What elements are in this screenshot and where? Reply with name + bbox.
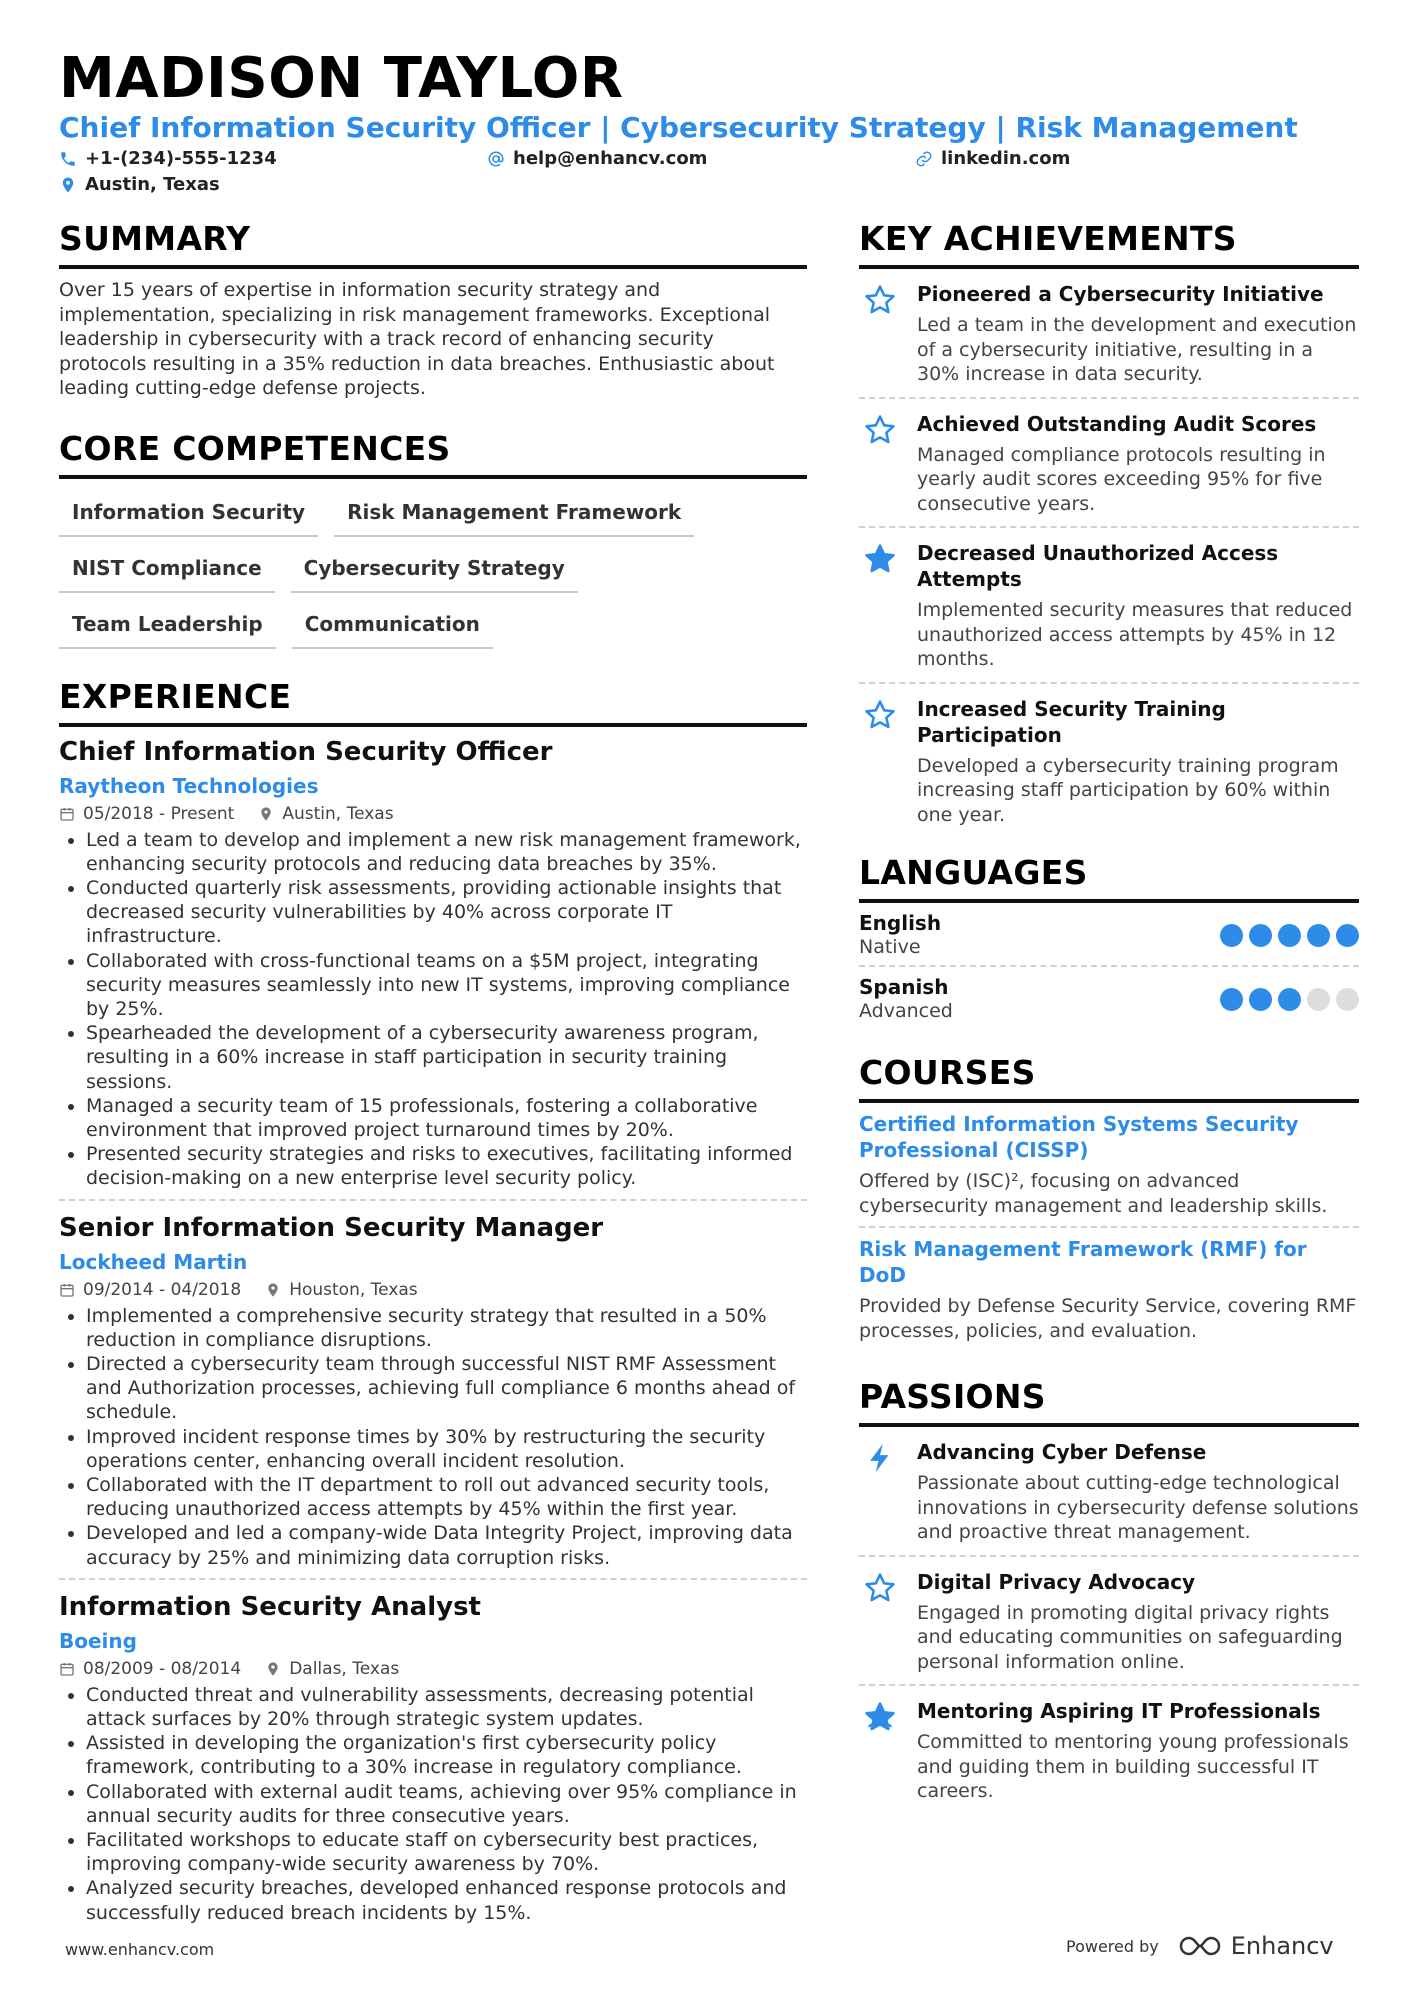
job-meta — [59, 803, 807, 825]
calendar-icon — [59, 1661, 75, 1677]
job-bullets — [59, 828, 807, 1191]
summary-title: SUMMARY — [59, 217, 807, 269]
powered-by-text: Powered by — [1066, 1936, 1159, 1956]
link-icon — [915, 150, 933, 168]
job-bullets — [59, 1683, 807, 1925]
job-meta — [59, 1658, 807, 1680]
job-location-text: Austin, Texas — [282, 803, 394, 824]
location-pin-icon — [59, 176, 77, 194]
job-meta — [59, 1279, 807, 1301]
job-location-text: Dallas, Texas — [289, 1658, 400, 1679]
competences-section — [59, 427, 807, 649]
passion-title: Digital Privacy Advocacy — [917, 1569, 1196, 1594]
company-name: Raytheon Technologies — [59, 773, 319, 798]
job-location — [265, 1658, 399, 1680]
passion-item — [859, 1686, 1359, 1814]
bullet-item: • Conducted quarterly risk assessments, providing actionable insights that decreased security vulnerabilities by 40% across corporate IT infrastructure. — [86, 876, 807, 949]
bullet-item: • Collaborated with the IT department to roll out advanced security tools, reducing unauthorized access attempts by 45% within the first year. — [86, 1473, 807, 1521]
language-level: Advanced — [859, 1000, 953, 1022]
rating-dot-filled — [1336, 924, 1359, 947]
competences-title: CORE COMPETENCES — [59, 427, 807, 479]
achievements-section — [859, 217, 1359, 837]
footer-website[interactable]: www.enhancv.com — [65, 1940, 215, 1959]
phone-text: +1-(234)-555-1234 — [85, 148, 277, 169]
linkedin-text[interactable]: linkedin.com — [941, 148, 1071, 169]
divider — [59, 1199, 807, 1201]
contact-linkedin[interactable] — [915, 148, 1070, 169]
courses-section — [859, 1051, 1359, 1351]
passion-item — [859, 1427, 1359, 1557]
bullet-item: • Conducted threat and vulnerability assessments, decreasing potential attack surfaces by 20% through strategic system updates. — [86, 1683, 807, 1731]
achievement-desc: Managed compliance protocols resulting in yearly audit scores exceeding 95% for five consecutive years. — [917, 443, 1326, 515]
job-location — [265, 1279, 417, 1301]
star-outline-icon — [863, 413, 897, 447]
passion-title: Mentoring Aspiring IT Professionals — [917, 1699, 1321, 1723]
language-rating — [1220, 924, 1359, 947]
star-outline-icon — [863, 698, 897, 732]
headline: Chief Information Security Officer | Cybersecurity Strategy | Risk Management — [59, 111, 1298, 144]
bullet-item: • Managed a security team of 15 professionals, fostering a collaborative environment that improved project turnaround times by 20%. — [86, 1094, 807, 1142]
candidate-name: MADISON TAYLOR — [59, 46, 624, 111]
language-name: Spanish — [859, 975, 949, 999]
passion-title: Advancing Cyber Defense — [917, 1440, 1207, 1464]
bullet-item: • Assisted in developing the organization's first cybersecurity policy framework, contributing to a 30% increase in regulatory compliance. — [86, 1731, 807, 1779]
passion-icon-wrap — [859, 1439, 901, 1545]
experience-section — [59, 675, 807, 1925]
job-title: Chief Information Security Officer — [59, 736, 553, 767]
calendar-icon — [59, 806, 75, 822]
achievement-icon-wrap — [859, 281, 901, 387]
achievement-item — [859, 399, 1359, 529]
star-outline-icon — [863, 283, 897, 317]
lightning-icon — [863, 1441, 897, 1475]
course-desc: Provided by Defense Security Service, covering RMF processes, policies, and evaluation. — [859, 1295, 1357, 1342]
passion-icon-wrap — [859, 1698, 901, 1804]
brand-logo[interactable] — [1177, 1932, 1334, 1960]
footer-branding — [1066, 1932, 1334, 1960]
rating-dot-empty — [1336, 988, 1359, 1011]
bullet-item: • Presented security strategies and risks to executives, facilitating informed decision-making on a new enterprise level security policy. — [86, 1142, 807, 1190]
divider — [59, 1578, 807, 1580]
job-entry — [59, 735, 807, 1191]
at-icon — [487, 150, 505, 168]
passions-section — [859, 1375, 1359, 1814]
job-title: Information Security Analyst — [59, 1591, 481, 1622]
courses-title: COURSES — [859, 1051, 1359, 1103]
location-text: Austin, Texas — [85, 174, 220, 195]
enhancv-logo-icon — [1177, 1932, 1223, 1960]
company-name: Lockheed Martin — [59, 1249, 248, 1274]
passion-icon-wrap — [859, 1569, 901, 1675]
passion-item — [859, 1557, 1359, 1687]
language-item — [859, 903, 1359, 967]
achievement-title: Pioneered a Cybersecurity Initiative — [917, 282, 1324, 306]
job-dates-text: 08/2009 - 08/2014 — [83, 1658, 242, 1679]
achievement-desc: Developed a cybersecurity training program increasing staff participation by 60% within one year. — [917, 754, 1339, 826]
bullet-item: • Collaborated with external audit teams, achieving over 95% compliance in annual security audits for three consecutive years. — [86, 1780, 807, 1828]
passion-desc: Passionate about cutting-edge technological innovations in cybersecurity defense solutions and proactive threat management. — [917, 1472, 1359, 1543]
star-sparkle-icon — [863, 1700, 897, 1734]
language-level: Native — [859, 936, 921, 958]
rating-dot-empty — [1307, 988, 1330, 1011]
bullet-item: • Led a team to develop and implement a new risk management framework, enhancing security protocols and reducing data breaches by 35%. — [86, 828, 807, 876]
location-pin-icon — [265, 1282, 281, 1298]
skills-list — [59, 495, 807, 649]
job-dates — [59, 803, 234, 825]
job-location-text: Houston, Texas — [289, 1279, 418, 1300]
achievement-item — [859, 269, 1359, 399]
job-location — [258, 803, 393, 825]
rating-dot-filled — [1249, 988, 1272, 1011]
right-column — [859, 217, 1359, 1814]
achievement-icon-wrap — [859, 696, 901, 828]
email-text[interactable]: help@enhancv.com — [513, 148, 708, 169]
company-name: Boeing — [59, 1628, 137, 1653]
job-bullets — [59, 1304, 807, 1570]
achievement-item — [859, 684, 1359, 838]
achievement-item — [859, 528, 1359, 684]
languages-title: LANGUAGES — [859, 851, 1359, 903]
phone-icon — [59, 150, 77, 168]
star-outline-icon — [863, 1571, 897, 1605]
language-rating — [1220, 988, 1359, 1011]
skill-tag: Team Leadership — [59, 607, 276, 649]
experience-title: EXPERIENCE — [59, 675, 807, 727]
achievement-desc: Implemented security measures that reduced unauthorized access attempts by 45% in 12 months. — [917, 599, 1353, 670]
contact-location — [59, 174, 220, 195]
bullet-item: • Analyzed security breaches, developed enhanced response protocols and successfully reduced breach incidents by 15%. — [86, 1876, 807, 1924]
summary-text: Over 15 years of expertise in information security strategy and implementation, specializing in risk management frameworks. Exceptional leadership in cybersecurity with a track record of enhancing security protocols resulting in a 35% reduction in data breaches. Enthusiastic about leading cutting-edge defense projects. — [59, 279, 775, 399]
course-item — [859, 1228, 1359, 1351]
contact-phone — [59, 148, 277, 169]
rating-dot-filled — [1278, 988, 1301, 1011]
job-dates-text: 05/2018 - Present — [83, 803, 235, 824]
passions-title: PASSIONS — [859, 1375, 1359, 1427]
language-item — [859, 967, 1359, 1029]
location-pin-icon — [265, 1661, 281, 1677]
achievement-title: Decreased Unauthorized Access Attempts — [917, 541, 1279, 591]
achievements-title: KEY ACHIEVEMENTS — [859, 217, 1359, 269]
rating-dot-filled — [1249, 924, 1272, 947]
location-pin-icon — [258, 806, 274, 822]
star-filled-icon — [863, 542, 897, 576]
brand-name: Enhancv — [1230, 1932, 1334, 1960]
calendar-icon — [59, 1282, 75, 1298]
rating-dot-filled — [1278, 924, 1301, 947]
bullet-item: • Spearheaded the development of a cybersecurity awareness program, resulting in a 60% increase in staff participation in security training sessions. — [86, 1021, 807, 1094]
job-entry — [59, 1211, 807, 1570]
bullet-item: • Directed a cybersecurity team through successful NIST RMF Assessment and Authorization processes, achieving full compliance 6 months ahead of schedule. — [86, 1352, 807, 1425]
language-name: English — [859, 911, 942, 935]
skill-tag: Risk Management Framework — [334, 495, 694, 537]
job-title: Senior Information Security Manager — [59, 1212, 604, 1243]
job-dates — [59, 1658, 241, 1680]
skill-tag: NIST Compliance — [59, 551, 275, 593]
achievement-title: Increased Security Training Participation — [917, 696, 1226, 747]
bullet-item: • Collaborated with cross-functional teams on a $5M project, integrating security measures seamlessly into new IT systems, improving compliance by 25%. — [86, 949, 807, 1022]
achievement-desc: Led a team in the development and execution of a cybersecurity initiative, resulting in a 30% increase in data security. — [917, 314, 1357, 385]
achievement-icon-wrap — [859, 540, 901, 672]
skill-tag: Cybersecurity Strategy — [291, 551, 578, 593]
passion-desc: Engaged in promoting digital privacy rights and educating communities on safeguarding personal information online. — [917, 1601, 1343, 1673]
skill-tag: Information Security — [59, 495, 318, 537]
contact-email[interactable] — [487, 148, 707, 169]
bullet-item: • Facilitated workshops to educate staff on cybersecurity best practices, improving company-wide security awareness by 70%. — [86, 1828, 807, 1876]
job-entry — [59, 1590, 807, 1925]
summary-section — [59, 217, 807, 401]
languages-section — [859, 851, 1359, 1029]
course-title: Risk Management Framework (RMF) for DoD — [859, 1237, 1307, 1287]
rating-dot-filled — [1307, 924, 1330, 947]
achievement-icon-wrap — [859, 411, 901, 517]
course-desc: Offered by (ISC)², focusing on advanced cybersecurity management and leadership skills. — [859, 1170, 1328, 1217]
job-dates — [59, 1279, 241, 1301]
left-column — [59, 217, 807, 1925]
job-dates-text: 09/2014 - 04/2018 — [83, 1279, 242, 1300]
achievement-title: Achieved Outstanding Audit Scores — [917, 411, 1317, 436]
skill-tag: Communication — [292, 607, 493, 649]
rating-dot-filled — [1220, 924, 1243, 947]
course-title: Certified Information Systems Security Professional (CISSP) — [859, 1112, 1299, 1162]
bullet-item: • Implemented a comprehensive security strategy that resulted in a 50% reduction in compliance disruptions. — [86, 1304, 807, 1352]
passion-desc: Committed to mentoring young professionals and guiding them in building successful IT careers. — [917, 1731, 1349, 1802]
bullet-item: • Developed and led a company-wide Data Integrity Project, improving data accuracy by 25% and minimizing data corruption risks. — [86, 1521, 807, 1569]
rating-dot-filled — [1220, 988, 1243, 1011]
course-item — [859, 1103, 1359, 1228]
bullet-item: • Improved incident response times by 30% by restructuring the security operations center, enhancing overall incident resolution. — [86, 1425, 807, 1473]
